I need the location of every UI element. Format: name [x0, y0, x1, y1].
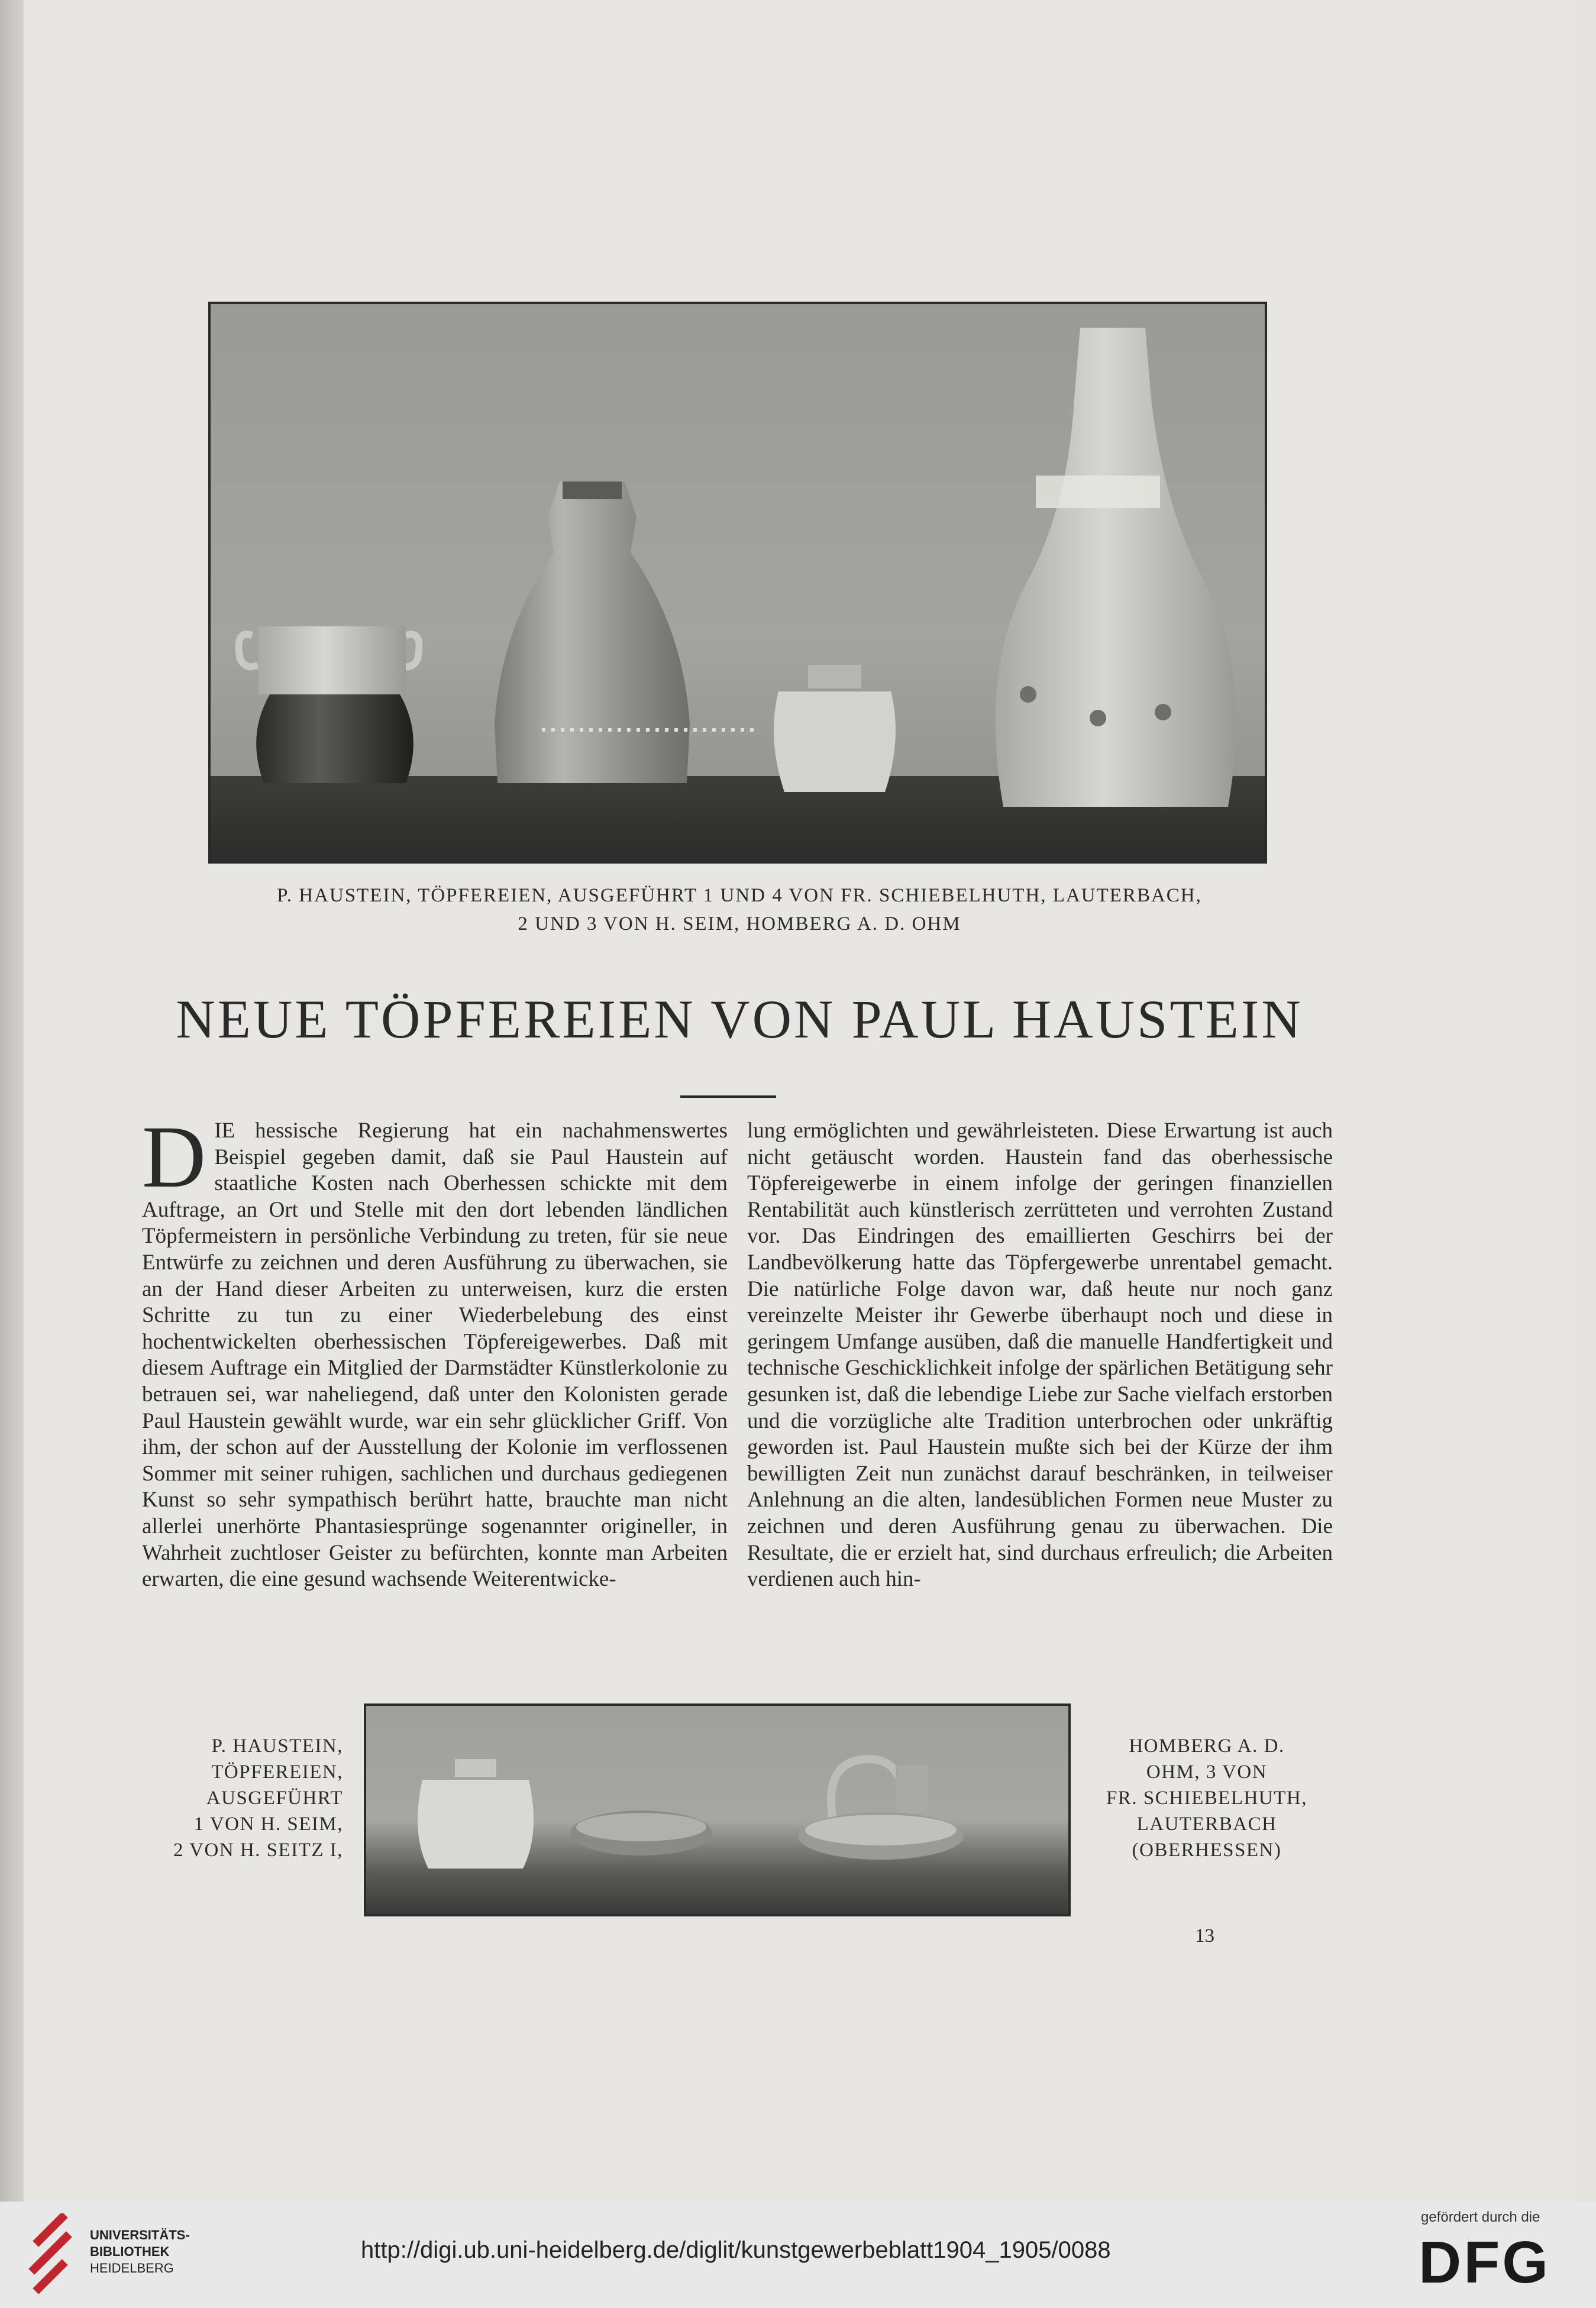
article-title: NEUE TÖPFEREIEN VON PAUL HAUSTEIN — [176, 989, 1303, 1049]
bottom-vessel-3 — [798, 1759, 964, 1860]
pottery-photo-top — [208, 302, 1267, 864]
sponsor-label: gefördert durch die — [1421, 2209, 1540, 2225]
title-rule — [680, 1095, 776, 1098]
article-column-right — [747, 1118, 1333, 1593]
caption-right-line: HOMBERG A. D. — [1129, 1735, 1285, 1757]
caption-right-line: OHM, 3 VON — [1146, 1761, 1268, 1783]
article-left-text: IE hessische Regierung hat ein nachahmenswertes Beispiel gegeben damit, daß sie Paul Haustein auf staatliche Kosten nach Oberhessen schickte mit dem Auftrage, an Ort und Stelle mit den dort lebenden ländlichen Töpfermeistern in persönliche Verbindung zu treten, für sie neue Entwürfe zu zeichnen und deren Ausführung zu überwachen, sie an der Hand dieser Arbeiten zu unterweisen, kurz die ersten Schritte zu tun zu einer Wiederbelebung des einst hochentwickelten oberhessischen Töpfereigewerbes. Daß mit diesem Auftrage ein Mitglied der Darmstädter Künstlerkolonie zu betrauen sei, war naheliegend, daß unter den Kolonisten gerade Paul Haustein gewählt wurde, war ein sehr glücklicher Griff. Von ihm, der schon auf der Ausstellung der Kolonie im verflossenen Sommer mit seiner ruhigen, sachlichen und durchaus gediegenen Kunst so sehr sympathisch berührt hatte, brauchte man nicht allerlei unerhörte Phantasiesprünge sogenannter origineller, in Wahrheit zuchtloser Geister zu befürchten, konnte man Arbeiten erwarten, die eine gesund wachsende Weiterentwicke- — [142, 1119, 728, 1592]
article-right-text: lung ermöglichten und gewährleisteten. Diese Erwartung ist auch nicht getäuscht worden. Haustein fand das oberhessische Töpfereigewerbe in einem infolge der geringen finanziellen Rentabilität auch künstlerisch zerrütteten und verrohten Zustand vor. Das Eindringen des emaillierten Geschirrs bei der Landbevölkerung hatte das Töpfergewerbe unrentabel gemacht. Die natürliche Folge davon war, daß heute nur noch ganz vereinzelte Meister ihr Gewerbe überhaupt noch und diese in geringem Umfange ausüben, daß die manuelle Handfertigkeit und technische Geschicklichkeit infolge der spärlichen Betätigung sehr gesunken ist, daß die lebendige Liebe zur Sache vielfach erstorben und die vorzügliche alte Tradition unterbrochen oder unkräftig geworden ist. Paul Haustein mußte sich bei der Kürze der ihm bewilligten Zeit nun zunächst darauf beschränken, in teilweiser Anlehnung an die alten, landesüblichen Formen neue Muster zu zeichnen und deren Ausführung genau zu überwachen. Die Resultate, die er erzielt hat, sind durchaus erfreulich; die Arbeiten verdienen auch hin- — [747, 1119, 1333, 1592]
pottery-photo-top-drawing — [211, 304, 1265, 861]
caption-left-line: 2 VON H. SEITZ I, — [173, 1840, 343, 1861]
photo-bottom-caption-right — [1088, 1733, 1325, 1863]
drop-cap: D — [142, 1108, 206, 1206]
library-name-line3: HEIDELBERG — [90, 2261, 174, 2275]
article-column-left — [142, 1108, 728, 1593]
library-name-line1: UNIVERSITÄTS- — [90, 2228, 190, 2242]
pottery-photo-bottom — [364, 1703, 1071, 1916]
caption-right-line: FR. SCHIEBELHUTH, — [1106, 1787, 1307, 1809]
photo-top-caption-line1: P. HAUSTEIN, TÖPFEREIEN, AUSGEFÜHRT 1 UND 4 VON FR. SCHIEBELHUTH, LAUTERBACH, — [277, 885, 1202, 906]
bottom-vessel-1 — [418, 1759, 534, 1869]
pottery-photo-bottom-drawing — [366, 1706, 1068, 1914]
photo-top-caption — [118, 881, 1361, 938]
library-name — [90, 2227, 190, 2277]
dfg-logo: DFG — [1419, 2229, 1551, 2296]
caption-left-line: P. HAUSTEIN, — [211, 1735, 343, 1757]
permalink-url[interactable]: http://digi.ub.uni-heidelberg.de/diglit/kunstgewerbeblatt1904_1905/0088 — [361, 2237, 1111, 2263]
photo-top-caption-line2: 2 UND 3 VON H. SEIM, HOMBERG A. D. OHM — [518, 913, 961, 935]
vessel-2 — [495, 481, 755, 783]
library-logo-icon — [18, 2213, 83, 2296]
library-logo — [18, 2213, 83, 2296]
caption-right-line: LAUTERBACH — [1136, 1814, 1277, 1835]
caption-left-line: AUSGEFÜHRT — [206, 1787, 343, 1809]
photo-bottom-caption-left — [106, 1733, 343, 1863]
caption-left-line: TÖPFEREIEN, — [211, 1761, 343, 1783]
vessel-3 — [774, 665, 896, 792]
caption-left-line: 1 VON H. SEIM, — [193, 1814, 343, 1835]
caption-right-line: (OBERHESSEN) — [1132, 1840, 1282, 1861]
bottom-vessel-2 — [570, 1811, 712, 1856]
vessel-4 — [996, 328, 1236, 807]
library-name-line2: BIBLIOTHEK — [90, 2244, 170, 2259]
page-number: 13 — [1195, 1925, 1214, 1947]
vessel-1 — [239, 626, 419, 783]
